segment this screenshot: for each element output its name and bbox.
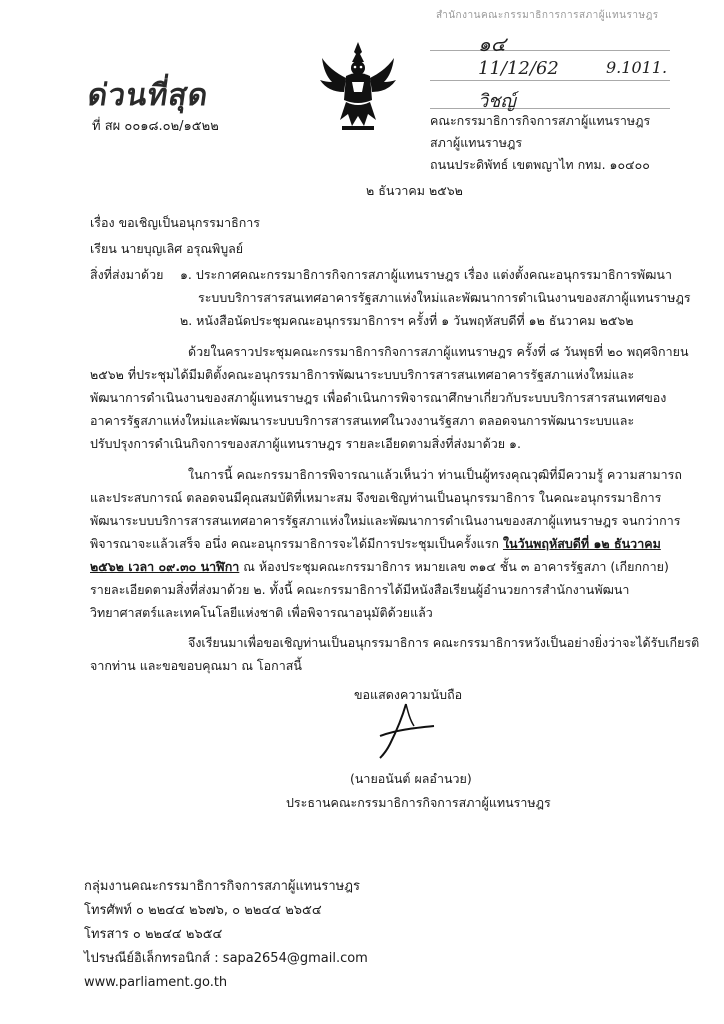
footer-office: กลุ่มงานคณะกรรมาธิการกิจการสภาผู้แทนราษฎร: [84, 879, 360, 894]
footer-fax: โทรสาร ๐ ๒๒๔๔ ๒๖๕๔: [84, 927, 223, 942]
meeting-date-highlight: ในวันพฤหัสบดีที่ ๑๒ ธันวาคม: [502, 536, 661, 551]
enclosures-label: สิ่งที่ส่งมาด้วย: [90, 267, 164, 282]
sender-line-3: ถนนประดิพัทธ์ เขตพญาไท กทม. ๑๐๔๐๐: [430, 157, 650, 172]
enclosure-item-2: ๒. หนังสือนัดประชุมคณะอนุกรรมาธิการฯ ครั้งที่ ๑ วันพฤหัสบดีที่ ๑๒ ธันวาคม ๒๕๖๒: [180, 313, 634, 328]
sender-line-1: คณะกรรมาธิการกิจการสภาผู้แทนราษฎร: [430, 113, 651, 128]
stamp-line-3: [430, 108, 670, 109]
meeting-time-highlight: ๒๕๖๒ เวลา ๐๙.๓๐ นาฬิกา: [90, 559, 240, 574]
recipient: เรียน นายบุญเลิศ อรุณพิบูลย์: [90, 241, 244, 256]
para2-line: [90, 535, 661, 552]
para1-line: อาคารรัฐสภาแห่งใหม่และพัฒนาระบบบริการสารสนเทศในวงงานรัฐสภา ตลอดจนการพัฒนาระบบและ: [90, 413, 635, 428]
footer-phone: โทรศัพท์ ๐ ๒๒๔๔ ๒๖๗๖, ๐ ๒๒๔๔ ๒๖๕๔: [84, 903, 322, 918]
receive-stamp-header: สำนักงานคณะกรรมาธิการการสภาผู้แทนราษฎร: [436, 10, 659, 21]
para3-line: จึงเรียนมาเพื่อขอเชิญท่านเป็นอนุกรรมาธิการ คณะกรรมาธิการหวังเป็นอย่างยิ่งว่าจะได้รับเกียรติ: [188, 635, 700, 650]
closing: ขอแสดงความนับถือ: [354, 687, 463, 702]
para1-line: ด้วยในคราวประชุมคณะกรรมาธิการกิจการสภาผู้แทนราษฎร ครั้งที่ ๘ วันพุธที่ ๒๐ พฤศจิกายน: [188, 344, 689, 359]
stamp-date: 11/12/62: [478, 58, 559, 79]
stamp-receiver: วิชญ์: [478, 91, 516, 112]
para2-line: พัฒนาระบบบริการสารสนเทศอาคารรัฐสภาแห่งใหม่และพัฒนาการดำเนินงานของสภาผู้แทนราษฎร จนกว่าการ: [90, 513, 681, 528]
footer-email: ไปรษณีย์อิเล็กทรอนิกส์ : sapa2654@gmail.com: [84, 951, 368, 966]
subject: เรื่อง ขอเชิญเป็นอนุกรรมาธิการ: [90, 215, 261, 230]
signature: [372, 700, 442, 760]
para2-line: วิทยาศาสตร์และเทคโนโลยีแห่งชาติ เพื่อพิจารณาอนุมัติด้วยแล้ว: [90, 605, 433, 620]
para3-line: จากท่าน และขอขอบคุณมา ณ โอกาสนี้: [90, 658, 302, 673]
enclosure-item-1: ๑. ประกาศคณะกรรมาธิการกิจการสภาผู้แทนราษฎร เรื่อง แต่งตั้งคณะอนุกรรมาธิการพัฒนา: [180, 267, 672, 282]
para2-line: [90, 558, 669, 575]
sender-line-2: สภาผู้แทนราษฎร: [430, 135, 523, 150]
stamp-number: ๑๔: [478, 32, 506, 56]
urgency-stamp: ด่วนที่สุด: [85, 78, 211, 113]
para2-line: ในการนี้ คณะกรรมาธิการพิจารณาแล้วเห็นว่า ท่านเป็นผู้ทรงคุณวุฒิที่มีความรู้ ความสามารถ: [188, 467, 682, 482]
stamp-time: 9.1011.: [606, 58, 668, 77]
stamp-line-1: [430, 50, 670, 51]
document-number: ที่ สผ ๐๐๑๘.๐๒/๑๕๒๒: [92, 119, 219, 134]
para2-text: พิจารณาจะแล้วเสร็จ อนึ่ง คณะอนุกรรมาธิการจะได้มีการประชุมเป็นครั้งแรก: [90, 536, 503, 551]
para1-line: ปรับปรุงการดำเนินกิจการของสภาผู้แทนราษฎร รายละเอียดตามสิ่งที่ส่งมาด้วย ๑.: [90, 436, 521, 451]
stamp-line-2: [430, 80, 670, 81]
para2-line: รายละเอียดตามสิ่งที่ส่งมาด้วย ๒. ทั้งนี้ คณะกรรมาธิการได้มีหนังสือเรียนผู้อำนวยการสำนักงานพัฒนา: [90, 582, 630, 597]
para2-line: และประสบการณ์ ตลอดจนมีคุณสมบัติที่เหมาะสม จึงขอเชิญท่านเป็นอนุกรรมาธิการ ในคณะอนุกรรมาธิการ: [90, 490, 662, 505]
garuda-emblem-icon: [318, 40, 398, 132]
para1-line: พัฒนาการดำเนินงานของสภาผู้แทนราษฎร เพื่อดำเนินการพิจารณาศึกษาเกี่ยวกับระบบบริการสารสนเทศของ: [90, 390, 667, 405]
document-date: ๒ ธันวาคม ๒๕๖๒: [366, 183, 463, 198]
para1-line: ๒๕๖๒ ที่ประชุมได้มีมติตั้งคณะอนุกรรมาธิการพัฒนาระบบบริการสารสนเทศอาคารรัฐสภาแห่งใหม่และ: [90, 367, 635, 382]
para2-text: ณ ห้องประชุมคณะกรรมาธิการ หมายเลข ๓๑๔ ชั้น ๓ อาคารรัฐสภา (เกียกกาย): [239, 559, 669, 574]
signer-title: ประธานคณะกรรมาธิการกิจการสภาผู้แทนราษฎร: [286, 795, 551, 810]
enclosure-item-1-cont: ระบบบริการสารสนเทศอาคารรัฐสภาแห่งใหม่และพัฒนาการดำเนินงานของสภาผู้แทนราษฎร: [198, 290, 691, 305]
signer-name: (นายอนันต์ ผลอำนวย): [350, 771, 472, 786]
footer-website: www.parliament.go.th: [84, 975, 228, 990]
